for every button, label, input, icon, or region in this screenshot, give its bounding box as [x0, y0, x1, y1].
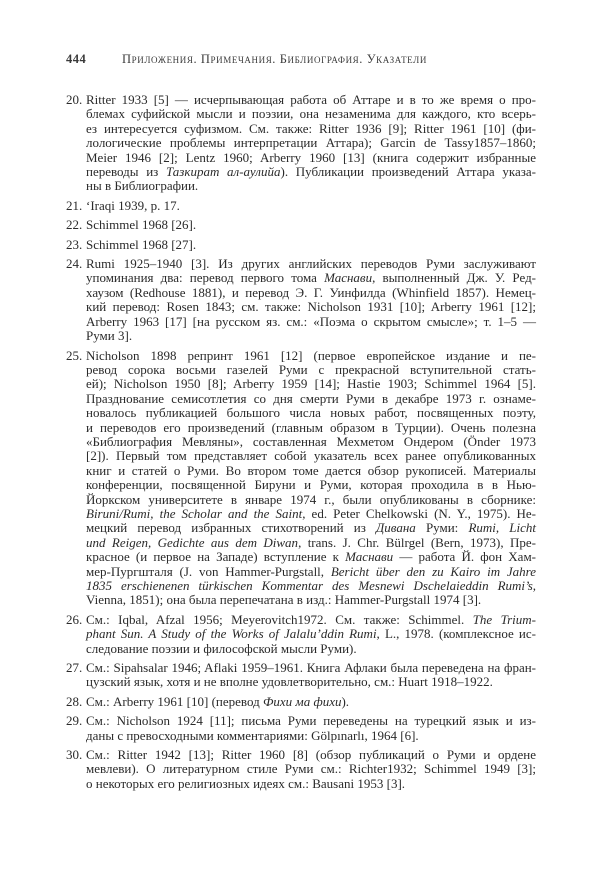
endnote-number: 22. [66, 217, 83, 233]
text-line [86, 286, 536, 300]
endnote [66, 257, 536, 343]
text-run: Arberry 1963 [17] [на русском яз. см.: «Поэма о скрытом смысле»; т. 1–5 — [86, 313, 536, 329]
text-run: Schimmel 1968 [27]. [86, 236, 197, 252]
text-line [86, 777, 536, 791]
endnote [66, 93, 536, 194]
endnote-number: 24. [66, 256, 83, 272]
text-line [86, 714, 536, 728]
endnote-text [86, 613, 536, 656]
text-line [86, 349, 536, 363]
text-line [86, 257, 536, 271]
text-run: , trans. J. Chr. Bülrgel (Bern, 1973), Пре- [298, 534, 537, 550]
text-line [86, 579, 536, 593]
text-line [86, 329, 536, 343]
text-line [86, 593, 536, 607]
text-run: [2]). Первый том представляет собой указатель всех ранее опубликованных [86, 448, 536, 464]
text-line [86, 521, 536, 535]
endnote-text [86, 349, 536, 608]
text-run: следование поэзии и философской мысли Руми). [86, 640, 357, 656]
text-run: о некоторых его религиозных идеях см.: Bausani 1953 [3]. [86, 775, 406, 791]
italic-title: Rumi, Licht [468, 520, 536, 536]
endnote-text [86, 661, 536, 690]
text-line [86, 762, 536, 776]
endnote [66, 613, 536, 656]
text-run: Vienna, 1851); она была перепечатана в изд.: Hammer-Purgstall 1974 [3]. [86, 592, 482, 608]
endnote-number: 25. [66, 347, 83, 363]
endnotes-list [66, 93, 536, 796]
text-run: Schimmel 1968 [26]. [86, 217, 197, 233]
text-run: Йоркском университете в январе 1974 г., были опубликованы в сборнике: [86, 491, 536, 507]
text-run: ). Публикации произведений Аттара указа- [280, 164, 537, 180]
text-run: красное (и первое на Западе) вступление к [86, 549, 346, 565]
endnote [66, 695, 536, 709]
text-run: См.: Ritter 1942 [13]; Ritter 1960 [8] (обзор публикаций о Руми и ордене [86, 747, 536, 763]
text-line [86, 218, 536, 232]
text-run: даны с превосходными комментариями: Gölpınarlı, 1964 [6]. [86, 727, 419, 743]
italic-title: Фихи ма фихи [262, 693, 342, 709]
text-run: ей); Nicholson 1950 [8]; Arberry 1959 [14]; Hastie 1903; Schimmel 1964 [5]. [86, 376, 536, 392]
text-line [86, 300, 536, 314]
endnote-text [86, 714, 536, 743]
endnote [66, 661, 536, 690]
text-run: См.: Nicholson 1924 [11]; письма Руми переведены на турецкий язык и из- [86, 713, 536, 729]
endnote-text [86, 218, 536, 232]
text-run: , выполненный Дж. У. Ред- [372, 270, 537, 286]
endnote-text [86, 257, 536, 343]
endnote-text [86, 238, 536, 252]
italic-title: Маснави [345, 549, 394, 565]
text-line [86, 238, 536, 252]
text-run: хаузом (Redhouse 1881), и перевод Э. Г. Уинфилда (Whinfield 1857). Немец- [86, 284, 536, 300]
text-line [86, 315, 536, 329]
text-run: ны в Библиографии. [86, 178, 199, 194]
text-run: мевлеви). О литературном стиле Руми см.: Richter1932; Schimmel 1949 [3]; [86, 761, 536, 777]
text-line [86, 613, 536, 627]
text-line [86, 748, 536, 762]
text-line [86, 550, 536, 564]
text-line [86, 642, 536, 656]
text-line [86, 675, 536, 689]
italic-title: und Reigen, Gedichte aus dem Diwan [86, 534, 299, 550]
text-line [86, 435, 536, 449]
italic-title: Маснави [324, 270, 373, 286]
text-line [86, 478, 536, 492]
text-run: блемах суфийской мысли и поэзии, она незаменима для каждого, кто всерь- [86, 106, 536, 122]
endnote-number: 26. [66, 611, 83, 627]
italic-title: Bericht über den zu Kairo im Jahre [330, 563, 536, 579]
text-run: мецкий перевод избранных стихотворений из [86, 520, 377, 536]
endnote-number: 20. [66, 92, 83, 107]
text-line [86, 165, 536, 179]
text-line [86, 363, 536, 377]
text-line [86, 406, 536, 420]
text-line [86, 199, 536, 213]
text-run: новалось публикацией большого числа новых работ, посвященных поэту, [86, 405, 536, 421]
endnote-number: 30. [66, 747, 83, 763]
text-run: переводы из [86, 164, 167, 180]
text-run: цузский язык, хотя и не вполне удовлетворительно, см.: Huart 1918–1922. [86, 674, 493, 690]
endnote [66, 748, 536, 791]
endnote [66, 238, 536, 252]
endnote [66, 349, 536, 608]
text-run: ез интересуется суфизмом. См. также: Ritter 1936 [9]; Ritter 1961 [10] (фи- [86, 120, 536, 136]
endnote [66, 199, 536, 213]
text-run: конференции, посвященной Бируни и Руми, которая проходила в в Нью- [86, 477, 536, 493]
text-run: Празднование семисотлетия со дня смерти Руми в декабре 1973 г. ознаме- [86, 390, 536, 406]
text-run: Nicholson 1898 репринт 1961 [12] (первое европейское издание и пе- [86, 347, 536, 363]
running-header [66, 52, 536, 70]
text-line [86, 122, 536, 136]
text-line [86, 493, 536, 507]
text-run: См.: Iqbal, Afzal 1956; Meyerovitch1972. См. также: Schimmel. [86, 611, 473, 627]
text-line [86, 93, 536, 107]
endnote-number: 23. [66, 236, 83, 252]
text-run: книг и статей о Руми. Во втором томе дается обзор рукописей. Материалы [86, 462, 536, 478]
endnote-text [86, 93, 536, 194]
text-line [86, 695, 536, 709]
endnote [66, 218, 536, 232]
text-run: мер-Пургшталя (J. von Hammer-Purgstall, [86, 563, 331, 579]
endnote-text [86, 695, 536, 709]
text-line [86, 107, 536, 121]
endnote-text [86, 748, 536, 791]
text-line [86, 421, 536, 435]
endnote [66, 714, 536, 743]
italic-title: Biruni/Rumi, the Scholar and the Saint, [86, 505, 306, 521]
italic-title: Тазкират ал-аулийа [166, 164, 281, 180]
text-line [86, 392, 536, 406]
italic-title: phant Sun. A Study of the Works of Jalalu’ddin Rumi, [86, 626, 380, 642]
text-run: L., 1978. (комплексное ис- [379, 626, 536, 642]
text-run: ed. Peter Chelkowski (N. Y., 1975). Не- [305, 505, 536, 521]
text-line [86, 627, 536, 641]
italic-title: Дивана [376, 520, 416, 536]
endnote-number: 28. [66, 693, 83, 709]
text-line [86, 271, 536, 285]
endnote-text [86, 199, 536, 213]
text-run: См.: Sipahsalar 1946; Aflaki 1959–1961. Книга Афлаки была переведена на фран- [86, 660, 536, 676]
running-title: Приложения. Примечания. Библиография. Указатели [122, 52, 427, 66]
text-run: Ritter 1933 [5] — исчерпывающая работа об Аттаре и в то же время о про- [86, 92, 536, 107]
text-run: Rumi 1925–1940 [3]. Из других английских переводов Руми заслуживают [86, 256, 536, 272]
text-run: ревод сорока восьми газелей Руми с прекрасной вступительной стать- [86, 361, 536, 377]
text-run: лологические проблемы интерпретации Аттара); Garcin de Tassy1857–1860; [86, 135, 536, 151]
endnote-number: 21. [66, 197, 83, 213]
italic-title: 1835 erschienenen türkischen Kommentar des Mesnewi Dschelaieddin Rumi’s, [86, 578, 536, 593]
text-run: «Библиография Мевляны», составленная Мехметом Ондером (Önder 1973 [86, 433, 536, 449]
text-line [86, 565, 536, 579]
text-line [86, 377, 536, 391]
text-run: См.: Arberry 1961 [10] (перевод [86, 693, 263, 709]
endnote-number: 29. [66, 713, 83, 729]
text-line [86, 151, 536, 165]
text-line [86, 136, 536, 150]
text-line [86, 464, 536, 478]
text-run: и переводов его произведений (главным образом в Турции). Очень полезна [86, 419, 536, 435]
text-line [86, 729, 536, 743]
text-line [86, 536, 536, 550]
text-line [86, 661, 536, 675]
text-run: Meier 1946 [2]; Lentz 1960; Arberry 1960 [13] (книга содержит избранные [86, 149, 536, 165]
text-run: — работа Й. фон Хам- [393, 549, 536, 565]
text-line [86, 449, 536, 463]
text-run: кий перевод: Rosen 1843; см. также: Nicholson 1931 [10]; Arberry 1961 [12]; [86, 299, 536, 315]
italic-title: The Trium- [472, 611, 536, 627]
text-line [86, 507, 536, 521]
text-run: ). [341, 693, 350, 709]
text-run: Руми: [415, 520, 469, 536]
endnote-number: 27. [66, 660, 83, 676]
page-number: 444 [66, 52, 87, 66]
text-line [86, 179, 536, 193]
text-run: Руми 3]. [86, 328, 133, 344]
text-run: ʻIraqi 1939, p. 17. [86, 197, 180, 213]
text-run: упоминания два: перевод первого тома [86, 270, 325, 286]
